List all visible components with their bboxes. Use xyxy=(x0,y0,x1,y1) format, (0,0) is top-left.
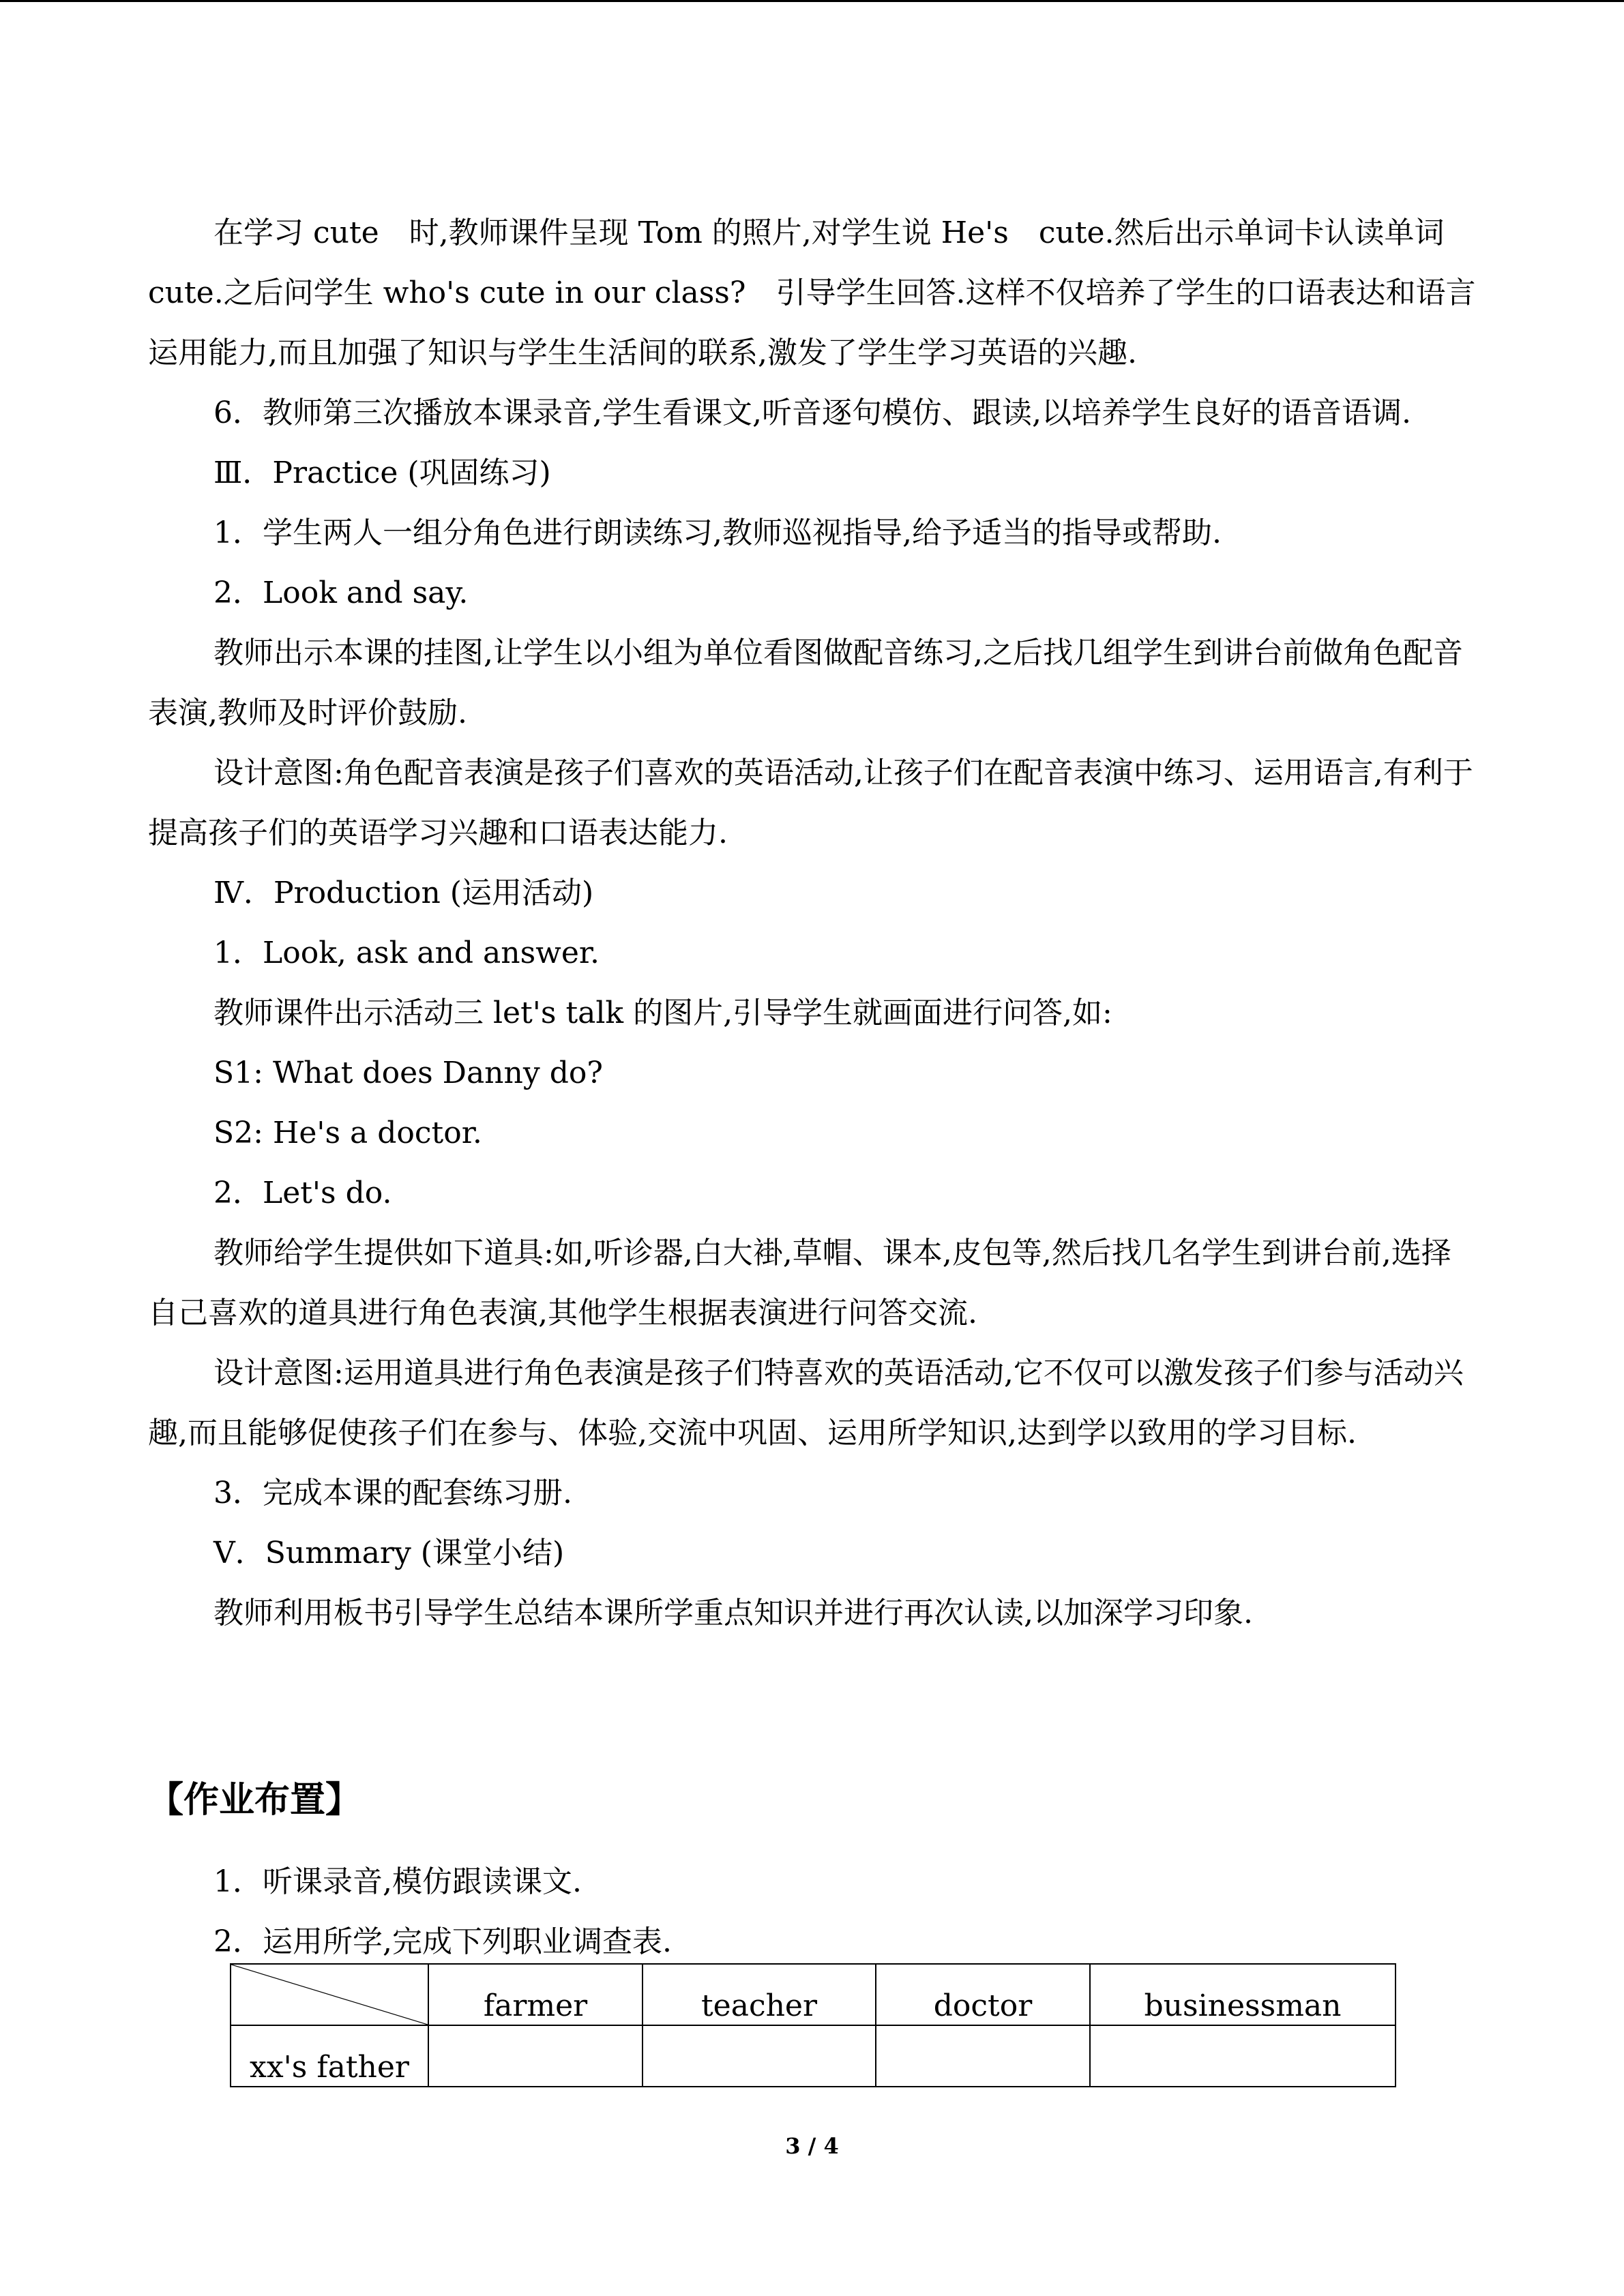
table-row xyxy=(231,2025,1396,2087)
paragraph-step-6: 6．教师第三次播放本课录音,学生看课文,听音逐句模仿、跟读,以培养学生良好的语音语调. xyxy=(213,396,1411,430)
section-heading-practice: Ⅲ．Practice (巩固练习) xyxy=(213,456,551,490)
diagonal-line xyxy=(231,1965,428,2025)
homework-item-1: 1．听课录音,模仿跟读课文. xyxy=(213,1864,582,1899)
paragraph-summary: 教师利用板书引导学生总结本课所学重点知识并进行再次认读,以加深学习印象. xyxy=(213,1596,1253,1630)
row-label-father: xx's father xyxy=(231,2025,428,2087)
table-corner-cell xyxy=(231,1964,428,2025)
column-header-doctor: doctor xyxy=(876,1964,1090,2025)
paragraph-design-intent-1: 设计意图:角色配音表演是孩子们喜欢的英语活动,让孩子们在配音表演中练习、运用语言,有利于提高孩子们的英语学习兴趣和口语表达能力. xyxy=(148,756,1473,850)
paragraph-wall-chart: 教师出示本课的挂图,让学生以小组为单位看图做配音练习,之后找几组学生到讲台前做角色配音表演,教师及时评价鼓励. xyxy=(148,636,1463,730)
table-cell[interactable] xyxy=(428,2025,643,2087)
paragraph-props: 教师给学生提供如下道具:如,听诊器,白大褂,草帽、课本,皮包等,然后找几名学生到讲台前,选择自己喜欢的道具进行角色表演,其他学生根据表演进行问答交流. xyxy=(148,1236,1451,1330)
column-header-businessman: businessman xyxy=(1090,1964,1396,2025)
occupation-survey-table xyxy=(230,1963,1396,2087)
column-header-farmer: farmer xyxy=(428,1964,643,2025)
paragraph-lets-talk: 教师课件出示活动三 let's talk 的图片,引导学生就画面进行问答,如: xyxy=(213,996,1112,1030)
dialogue-line-s1: S1: What does Danny do? xyxy=(213,1056,603,1090)
paragraph-cute-intro: 在学习 cute 时,教师课件呈现 Tom 的照片,对学生说 He's cute.然后出示单词卡认读单词 cute.之后问学生 who's cute in our class? 引导学生回答.这样不仅培养了学生的口语表达和语言运用能力,而且加强了知识与学生生活间的联系,激发了学生学习英语的兴趣. xyxy=(148,215,1476,370)
paragraph-production-1: 1．Look, ask and answer. xyxy=(213,936,600,970)
paragraph-production-2: 2．Let's do. xyxy=(213,1176,392,1210)
paragraph-production-3: 3．完成本课的配套练习册. xyxy=(213,1476,572,1510)
page-top-rule xyxy=(0,0,1624,2)
dialogue-line-s2: S2: He's a doctor. xyxy=(213,1116,482,1150)
section-heading-production: Ⅳ．Production (运用活动) xyxy=(213,876,594,910)
lesson-body xyxy=(148,203,1478,1643)
page-number: 3 / 4 xyxy=(785,2133,839,2159)
paragraph-practice-1: 1．学生两人一组分角色进行朗读练习,教师巡视指导,给予适当的指导或帮助. xyxy=(213,516,1222,550)
table-cell[interactable] xyxy=(1090,2025,1396,2087)
homework-list xyxy=(148,1852,1478,1972)
paragraph-practice-2: 2．Look and say. xyxy=(213,576,469,610)
table-cell[interactable] xyxy=(643,2025,876,2087)
homework-heading: 【作业布置】 xyxy=(148,1780,361,1821)
paragraph-design-intent-2: 设计意图:运用道具进行角色表演是孩子们特喜欢的英语活动,它不仅可以激发孩子们参与活动兴趣,而且能够促使孩子们在参与、体验,交流中巩固、运用所学知识,达到学以致用的学习目标. xyxy=(148,1356,1464,1450)
table-cell[interactable] xyxy=(876,2025,1090,2087)
table-header-row xyxy=(231,1964,1396,2025)
section-heading-summary: Ⅴ．Summary (课堂小结) xyxy=(213,1536,565,1570)
homework-item-2: 2．运用所学,完成下列职业调查表. xyxy=(213,1924,672,1959)
column-header-teacher: teacher xyxy=(643,1964,876,2025)
